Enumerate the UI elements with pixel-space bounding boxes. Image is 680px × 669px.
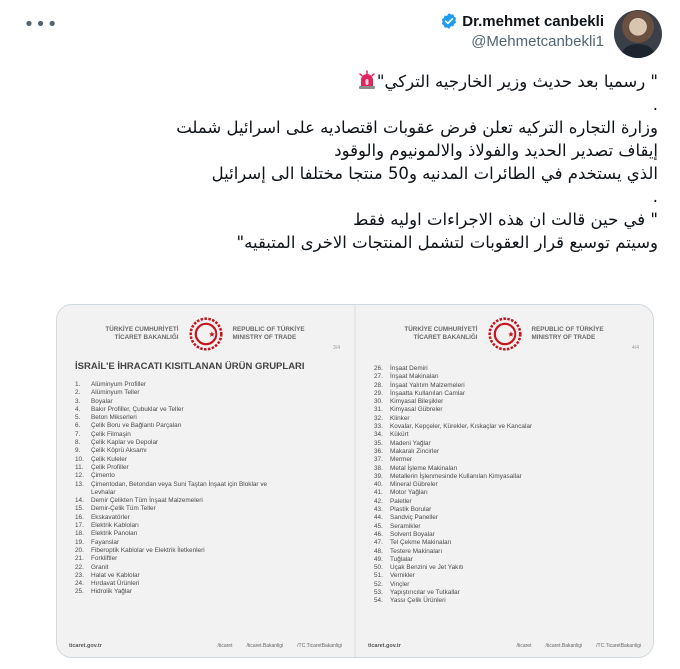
list-item: [75, 406, 336, 414]
item-number: 42.: [374, 497, 383, 505]
ministry-header: [356, 317, 653, 351]
item-number: 33.: [374, 423, 383, 431]
list-item: [75, 489, 336, 497]
siren-emoji-icon: [357, 70, 377, 90]
item-label: Yapıştırıcılar ve Tutkallar: [390, 589, 460, 597]
item-number: 3.: [75, 397, 81, 405]
footer-site: ticaret.gov.tr: [69, 643, 102, 649]
list-item: [374, 481, 635, 489]
list-item: [75, 381, 336, 389]
tweet-line: .: [652, 95, 658, 114]
item-label: Çimentodan, Betondan veya Suni Taştan İnşaat için Bloklar ve: [91, 480, 268, 488]
item-label: Makaralı Zincirler: [390, 447, 440, 455]
item-label: Çelik Filmaşin: [91, 430, 131, 438]
list-item: [374, 373, 635, 381]
ministry-seal-logo-icon: [189, 317, 223, 351]
list-item: [75, 389, 336, 397]
item-label: Yassı Çelik Ürünleri: [390, 597, 446, 605]
social-handle: /ticaret: [516, 643, 532, 649]
item-number: 2.: [75, 389, 81, 397]
list-item: [374, 473, 635, 481]
tweet-line: إيقاف تصدير الحديد والفولاذ والالمونيوم والوقود: [334, 141, 658, 160]
tweet-text: [98, 70, 658, 254]
list-item: [75, 481, 336, 489]
item-number: 22.: [75, 563, 84, 571]
item-number: 54.: [374, 597, 383, 605]
list-item: [374, 440, 635, 448]
list-item: [75, 564, 336, 572]
item-label: Elektrik Panoları: [91, 530, 138, 538]
list-item: [75, 414, 336, 422]
item-label: Alüminyum Teller: [91, 389, 140, 397]
header-en-line: MINISTRY OF TRADE: [531, 334, 596, 341]
list-item: [75, 398, 336, 406]
item-label: Granit: [91, 563, 109, 571]
list-item: [374, 431, 635, 439]
item-number: 6.: [75, 422, 81, 430]
list-item: [75, 539, 336, 547]
item-label: Kimyasal Bileşikler: [390, 398, 444, 406]
item-number: 4.: [75, 405, 81, 413]
item-label: Vernikler: [390, 572, 415, 580]
item-number: 25.: [75, 588, 84, 596]
item-label: Klinker: [390, 414, 410, 422]
page-number: 4/4: [632, 345, 639, 351]
item-label: Halat ve Kablolar: [91, 571, 140, 579]
item-label: Tuğlalar: [390, 555, 413, 563]
item-number: 13.: [75, 480, 84, 488]
item-label: Seramikler: [390, 522, 421, 530]
item-label: Vinçler: [390, 580, 410, 588]
item-number: 10.: [75, 455, 84, 463]
item-label: Hidrolik Yağlar: [91, 588, 132, 596]
item-label: İnşaat Yalıtım Malzemeleri: [390, 381, 465, 389]
list-item: [75, 472, 336, 480]
social-handle: /ticaret.Bakanligi: [246, 643, 284, 649]
item-number: 34.: [374, 431, 383, 439]
item-label: Metal İşleme Makinaları: [390, 464, 458, 472]
item-number: 48.: [374, 547, 383, 555]
display-name[interactable]: Dr.mehmet canbekli: [462, 12, 604, 30]
list-item: [75, 439, 336, 447]
list-item: [374, 415, 635, 423]
document-page-1[interactable]: [57, 305, 354, 657]
list-item: [374, 581, 635, 589]
item-number: 45.: [374, 522, 383, 530]
item-number: 31.: [374, 406, 383, 414]
item-number: 7.: [75, 430, 81, 438]
item-number: 53.: [374, 589, 383, 597]
header-tr-line: TİCARET BAKANLIĞI: [413, 334, 478, 341]
item-label: Mineral Gübreler: [390, 481, 438, 489]
list-item: [75, 422, 336, 430]
item-number: 32.: [374, 414, 383, 422]
item-label: Forkliftler: [91, 555, 118, 563]
item-number: 26.: [374, 365, 383, 372]
header-tr-line: TÜRKİYE CUMHURİYETİ: [105, 326, 179, 333]
item-label: Demir-Çelik Tüm Teller: [91, 505, 156, 513]
item-label: İnşaat Demiri: [390, 365, 428, 372]
list-item: [374, 572, 635, 580]
list-item: [374, 564, 635, 572]
item-label: Boyalar: [91, 397, 113, 405]
item-number: 30.: [374, 398, 383, 406]
document-footer: [69, 643, 342, 649]
list-item: [374, 523, 635, 531]
item-number: 27.: [374, 373, 383, 381]
footer-site: ticaret.gov.tr: [368, 643, 401, 649]
item-label: Demir Çelikten Tüm İnşaat Malzemeleri: [91, 497, 203, 505]
item-label: Çelik Kaplar ve Depolar: [91, 439, 159, 447]
item-number: 46.: [374, 530, 383, 538]
item-label: Levhalar: [91, 488, 116, 496]
item-number: 19.: [75, 538, 84, 546]
list-item: [75, 547, 336, 555]
ministry-seal-logo-icon: [488, 317, 522, 351]
list-item: [75, 522, 336, 530]
page-number: 3/4: [333, 345, 340, 351]
tweet-line: .: [652, 187, 658, 206]
list-item: [374, 382, 635, 390]
tweet-header: [440, 10, 662, 58]
item-number: 5.: [75, 414, 81, 422]
author-names: [440, 10, 604, 50]
item-label: Elektrik Kabloları: [91, 522, 139, 530]
item-label: Bakır Profiller, Çubuklar ve Teller: [91, 405, 184, 413]
item-label: Çimento: [91, 472, 115, 480]
item-number: 16.: [75, 513, 84, 521]
header-en-line: REPUBLIC OF TÜRKİYE: [531, 326, 604, 333]
item-label: İnşaat Makinaları: [390, 373, 439, 381]
item-number: 1.: [75, 381, 81, 388]
header-en-line: REPUBLIC OF TÜRKİYE: [232, 326, 305, 333]
item-number: 28.: [374, 381, 383, 389]
item-label: Çelik Kuleler: [91, 455, 127, 463]
item-label: Uçak Benzini ve Jet Yakıtı: [390, 564, 464, 572]
item-number: 29.: [374, 389, 383, 397]
avatar[interactable]: [614, 10, 662, 58]
item-number: 21.: [75, 555, 84, 563]
item-label: İnşaatta Kullanılan Camlar: [390, 389, 465, 397]
list-item: [75, 588, 336, 596]
user-handle[interactable]: @Mehmetcanbekli1: [471, 33, 604, 50]
list-item: [374, 514, 635, 522]
tweet-line: " في حين قالت ان هذه الاجراءات اوليه فقط: [353, 210, 658, 229]
list-item: [75, 580, 336, 588]
item-label: Çelik Köprü Aksamı: [91, 447, 147, 455]
tweet-line: وسيتم توسيع قرار العقوبات لتشمل المنتجات الاخرى المتبقيه": [236, 233, 658, 252]
item-number: 51.: [374, 572, 383, 580]
item-label: Kimyasal Gübreler: [390, 406, 443, 414]
item-label: Plastik Borular: [390, 506, 432, 514]
list-item: [374, 489, 635, 497]
item-label: Hırdavat Ürünleri: [91, 580, 140, 588]
social-handle: /TC.TicaretBakanligi: [297, 643, 342, 649]
list-item: [374, 406, 635, 414]
list-item: [75, 431, 336, 439]
list-item: [374, 465, 635, 473]
item-label: Kükürt: [390, 431, 409, 439]
document-title: İSRAİL'E İHRACATI KISITLANAN ÜRÜN GRUPLARI: [75, 361, 305, 372]
item-number: 11.: [75, 463, 84, 471]
item-number: 37.: [374, 456, 383, 464]
list-item: [374, 423, 635, 431]
list-item: [75, 514, 336, 522]
item-label: Fayanslar: [91, 538, 120, 546]
more-options-icon[interactable]: •••: [23, 13, 59, 35]
item-label: Çelik Boru ve Bağlantı Parçaları: [91, 422, 182, 430]
ministry-header: [57, 317, 354, 351]
list-item: [75, 530, 336, 538]
list-item: [75, 572, 336, 580]
product-list: [75, 381, 336, 597]
item-number: 36.: [374, 447, 383, 455]
item-label: Ekskavatörler: [91, 513, 130, 521]
list-item: [374, 398, 635, 406]
list-item: [374, 556, 635, 564]
tweet-line: وزارة التجاره التركيه تعلن فرض عقوبات اقتصاديه على اسرائيل شملت: [176, 118, 658, 137]
verified-badge-icon: [440, 12, 458, 30]
header-tr-line: TÜRKİYE CUMHURİYETİ: [404, 326, 478, 333]
tweet-line: " رسميا بعد حديث وزير الخارجيه التركي": [98, 70, 658, 93]
item-number: 43.: [374, 506, 383, 514]
item-number: 23.: [75, 571, 84, 579]
item-number: 14.: [75, 497, 84, 505]
item-number: 8.: [75, 439, 81, 447]
item-label: Solvent Boyalar: [390, 530, 435, 538]
item-number: 50.: [374, 564, 383, 572]
item-number: 40.: [374, 481, 383, 489]
list-item: [75, 505, 336, 513]
item-number: 49.: [374, 555, 383, 563]
item-number: 24.: [75, 580, 84, 588]
item-number: 9.: [75, 447, 81, 455]
list-item: [374, 531, 635, 539]
item-number: 20.: [75, 546, 84, 554]
item-label: Madeni Yağlar: [390, 439, 431, 447]
document-page-2[interactable]: [356, 305, 653, 657]
item-label: Çelik Profiller: [91, 463, 129, 471]
item-number: 38.: [374, 464, 383, 472]
item-number: 12.: [75, 472, 84, 480]
list-item: [374, 498, 635, 506]
document-footer: [368, 643, 641, 649]
item-label: Tel Çekme Makinaları: [390, 539, 452, 547]
item-number: 18.: [75, 530, 84, 538]
list-item: [374, 506, 635, 514]
list-item: [75, 555, 336, 563]
display-name-row[interactable]: [440, 12, 604, 30]
list-item: [374, 390, 635, 398]
item-number: 17.: [75, 522, 84, 530]
list-item: [374, 539, 635, 547]
header-en-line: MINISTRY OF TRADE: [232, 334, 297, 341]
footer-socials: [516, 643, 641, 649]
list-item: [374, 548, 635, 556]
list-item: [374, 597, 635, 605]
item-label: Paletler: [390, 497, 412, 505]
list-item: [374, 448, 635, 456]
item-number: [75, 489, 91, 497]
item-label: Mermer: [390, 456, 413, 464]
item-label: Testere Makinaları: [390, 547, 443, 555]
item-label: Fiberoptik Kablolar ve Elektrik İletkenleri: [91, 546, 205, 554]
social-handle: /TC.TicaretBakanligi: [596, 643, 641, 649]
tweet-line: الذي يستخدم في الطائرات المدنيه و50 منتجا مختلفا الى إسرائيل: [211, 164, 658, 183]
item-label: Sandviç Paneller: [390, 514, 438, 522]
item-label: Kovalar, Kepçeler, Kürekler, Kıskaçlar ve Kancalar: [390, 423, 533, 431]
item-label: Metallerin İşlenmesinde Kullanılan Kimyasallar: [390, 472, 522, 480]
item-label: Motor Yağları: [390, 489, 428, 497]
social-handle: /ticaret.Bakanligi: [545, 643, 583, 649]
item-number: 35.: [374, 439, 383, 447]
item-number: 41.: [374, 489, 383, 497]
social-handle: /ticaret: [217, 643, 233, 649]
item-number: 52.: [374, 580, 383, 588]
list-item: [374, 456, 635, 464]
item-number: 47.: [374, 539, 383, 547]
footer-socials: [217, 643, 342, 649]
item-label: Beton Mikserleri: [91, 414, 137, 422]
list-item: [75, 447, 336, 455]
list-item: [75, 464, 336, 472]
item-label: Alüminyum Profiller: [91, 381, 147, 388]
header-tr-line: TİCARET BAKANLIĞI: [114, 334, 179, 341]
item-number: 44.: [374, 514, 383, 522]
item-number: 15.: [75, 505, 84, 513]
item-number: 39.: [374, 472, 383, 480]
product-list: [374, 365, 635, 606]
list-item: [75, 497, 336, 505]
list-item: [75, 456, 336, 464]
tweet-media[interactable]: [56, 304, 654, 658]
